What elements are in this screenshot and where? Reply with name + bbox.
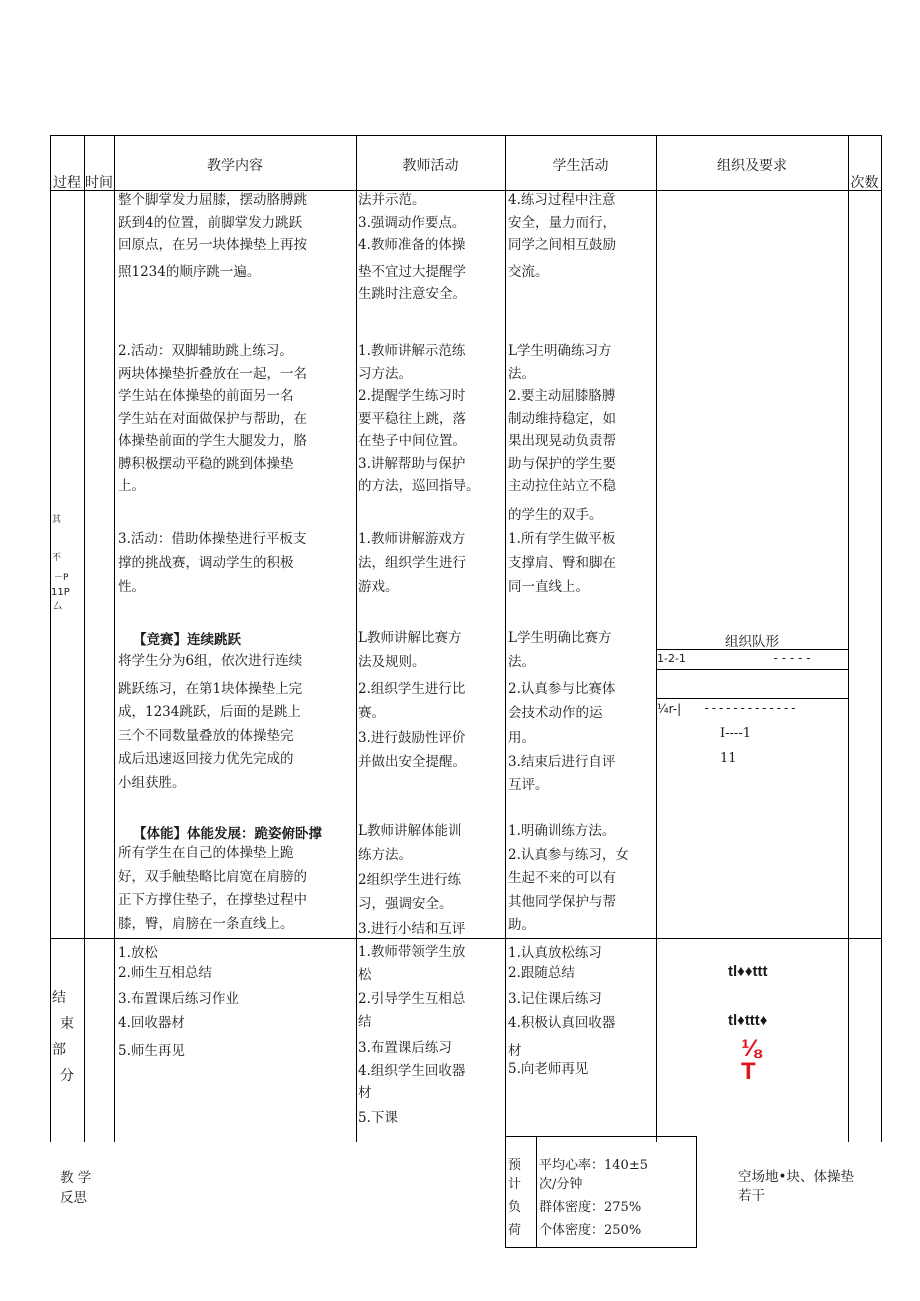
- content-block-5: [118, 842, 307, 936]
- col-border-org: [848, 135, 849, 1142]
- load-box-divider: [536, 1136, 537, 1248]
- header-count: 次数: [850, 175, 879, 191]
- text-line: 互评。: [508, 777, 549, 793]
- side-mark: 其: [52, 515, 62, 525]
- content-block-2: [118, 340, 307, 498]
- ending-red-mark-2: T: [741, 1058, 756, 1085]
- ending-formation-symbols-2: tl♦ttt♦: [728, 1012, 768, 1029]
- col-border-time: [114, 135, 115, 1142]
- text-line: L学生明确练习方: [508, 343, 612, 359]
- teacher-block-5: [358, 820, 465, 942]
- text-line: 垫不宜过大提醒学: [358, 263, 466, 280]
- col-border-teacher: [505, 135, 506, 1142]
- text-line: 2.认真参与练习，女: [508, 846, 629, 863]
- text-line: 上。: [118, 478, 145, 494]
- equipment-line: 若干: [738, 1188, 765, 1204]
- side-mark: －P: [54, 573, 69, 583]
- text-line: 助。: [508, 917, 535, 933]
- process-char: 束: [60, 1016, 74, 1032]
- text-line: L教师讲解体能训: [358, 823, 462, 839]
- ending-formation-symbols-1: tl♦♦ttt: [728, 963, 768, 980]
- text-line: 4.练习过程中注意: [508, 192, 616, 208]
- equipment-note: [738, 1168, 854, 1206]
- header-process: 过程: [53, 175, 81, 191]
- text-line: 松: [358, 966, 372, 983]
- individual-density: 个体密度：250%: [539, 1223, 642, 1238]
- student-block-4: [508, 627, 615, 798]
- text-line: 5.下课: [358, 1109, 398, 1126]
- text-line: 的方法，巡回指导。: [358, 478, 480, 494]
- text-line: 成，1234跳跃，后面的是跳上: [118, 704, 301, 720]
- text-line: 材: [358, 1085, 372, 1101]
- text-line: 2组织学生进行练: [358, 872, 462, 888]
- text-line: 主动拉住站立不稳: [508, 478, 616, 494]
- load-box-top: [505, 1136, 697, 1137]
- text-line: 两块体操垫折叠放在一起，一名: [118, 365, 307, 382]
- text-line: 法。: [508, 653, 535, 670]
- text-line: 将学生分为6组，依次进行连续: [118, 653, 303, 669]
- text-line: 2.要主动屈膝胳膊: [508, 388, 616, 404]
- ending-top-border: [50, 938, 881, 939]
- formation-row-1-left: 1-2-1: [657, 652, 686, 665]
- reflection-line: 反思: [60, 1190, 87, 1206]
- text-line: 3.强调动作要点。: [358, 214, 466, 231]
- process-char: 结: [52, 990, 66, 1006]
- text-line: 会技术动作的运: [508, 704, 603, 721]
- text-line: 3.布置课后练习作业: [118, 991, 239, 1007]
- text-line: 好，双手触垫略比肩宽在肩膀的: [118, 868, 307, 885]
- text-line: 2.引导学生互相总: [358, 991, 466, 1007]
- student-block-1: [508, 189, 616, 283]
- text-line: 学生站在体操垫的前面另一名: [118, 388, 294, 404]
- text-line: 1.教师讲解游戏方: [358, 531, 466, 547]
- text-line: 1.所有学生做平板: [508, 531, 616, 547]
- text-line: 安全，量力而行，: [508, 214, 616, 231]
- ending-content: [118, 941, 239, 1063]
- text-line: 4.教师准备的体操: [358, 237, 466, 253]
- text-line: 1.认真放松练习: [508, 945, 602, 961]
- load-label-char: 负: [508, 1200, 522, 1215]
- content-block-1: [118, 189, 307, 283]
- text-line: 2.组织学生进行比: [358, 681, 466, 697]
- text-line: 2.师生互相总结: [118, 965, 212, 981]
- text-line: 3.进行小结和互评: [358, 921, 466, 937]
- text-line: 照1234的顺序跳一遍。: [118, 263, 261, 280]
- text-line: 材: [508, 1043, 522, 1059]
- load-label: [508, 1154, 521, 1242]
- heart-rate: 平均心率：140±5: [539, 1158, 648, 1173]
- text-line: 所有学生在自己的体操垫上跪: [118, 845, 294, 861]
- org-grid-line: [656, 669, 848, 670]
- text-line: 在垫子中间位置。: [358, 433, 466, 449]
- side-mark: 厶: [53, 602, 63, 612]
- header-student: 学生活动: [552, 158, 609, 174]
- header-teacher: 教师活动: [402, 158, 459, 174]
- load-values: [539, 1154, 648, 1242]
- text-line: 5.向老师再见: [508, 1061, 589, 1077]
- text-line: 助与保护的学生要: [508, 455, 616, 472]
- content-block-4: [118, 650, 302, 795]
- student-block-2: [508, 340, 616, 526]
- text-line: 5.师生再见: [118, 1043, 185, 1059]
- text-line: 法并示范。: [358, 192, 426, 208]
- text-line: 交流。: [508, 263, 549, 280]
- process-char: 部: [52, 1042, 66, 1058]
- text-line: 生起不来的可以有: [508, 870, 616, 886]
- text-line: 2.跟随总结: [508, 965, 575, 981]
- teacher-block-3: [358, 527, 466, 599]
- ending-red-mark-1: ⅛: [741, 1035, 762, 1062]
- text-line: 支撑肩、臀和脚在: [508, 555, 616, 571]
- text-line: 同一直线上。: [508, 579, 589, 595]
- text-line: 生跳时注意安全。: [358, 286, 466, 302]
- org-grid-line: [656, 698, 848, 699]
- student-block-3: [508, 527, 616, 599]
- text-line: 3.进行鼓励性评价: [358, 730, 466, 746]
- side-mark: 11P: [51, 587, 70, 598]
- text-line: 4.回收器材: [118, 1015, 185, 1031]
- text-line: 体操垫前面的学生大腿发力，胳: [118, 433, 307, 449]
- col-border-right: [881, 135, 882, 1142]
- heart-rate-unit: 次/分钟: [539, 1177, 583, 1192]
- ending-teacher: [358, 941, 465, 1129]
- text-line: 3.讲解帮助与保护: [358, 455, 466, 472]
- text-line: 制动维持稳定，如: [508, 410, 616, 427]
- text-line: 其他同学保护与帮: [508, 893, 616, 910]
- text-line: 用。: [508, 730, 535, 746]
- reflection-line: 教 学: [60, 1170, 92, 1186]
- header-time: 时间: [85, 175, 113, 191]
- fitness-title: 【体能】体能发展：跪姿俯卧撑: [133, 826, 322, 842]
- text-line: 正下方撑住垫子，在撑垫过程中: [118, 892, 307, 908]
- reflection-label: [60, 1168, 91, 1208]
- text-line: 三个不同数量叠放的体操垫完: [118, 727, 294, 744]
- student-block-5: [508, 820, 629, 938]
- formation-row-3-right: -------------: [703, 701, 797, 715]
- text-line: 学生站在对面做保护与帮助，在: [118, 410, 307, 427]
- text-line: 法。: [508, 365, 535, 382]
- text-line: 整个脚掌发力屈膝，摆动胳膊跳: [118, 192, 307, 208]
- table-top-border: [50, 135, 881, 136]
- formation-row-4: I----1: [720, 726, 751, 741]
- text-line: 4.积极认真回收器: [508, 1015, 616, 1031]
- text-line: 游戏。: [358, 579, 399, 595]
- group-density: 群体密度：275%: [539, 1200, 642, 1215]
- text-line: 小组获胜。: [118, 774, 186, 791]
- teacher-block-1: [358, 189, 466, 306]
- text-line: 法及规则。: [358, 653, 426, 670]
- text-line: L教师讲解比赛方: [358, 630, 462, 646]
- side-mark: 不: [52, 553, 62, 563]
- competition-title: 【竞赛】连续跳跃: [133, 632, 241, 648]
- text-line: 性。: [118, 579, 145, 595]
- text-line: 3.记住课后练习: [508, 991, 602, 1007]
- text-line: 习，强调安全。: [358, 895, 453, 912]
- text-line: 回原点，在另一块体操垫上再按: [118, 237, 307, 253]
- text-line: 1.放松: [118, 945, 158, 961]
- text-line: 2.活动：双脚辅助跳上练习。: [118, 343, 293, 359]
- text-line: 并做出安全提醒。: [358, 753, 466, 770]
- col-border-process: [84, 135, 85, 1142]
- col-border-content: [356, 135, 357, 1142]
- text-line: 2.认真参与比赛体: [508, 681, 616, 697]
- text-line: 1.明确训练方法。: [508, 823, 616, 839]
- text-line: 1.教师讲解示范练: [358, 343, 466, 359]
- formation-row-5: 11: [720, 751, 737, 766]
- load-label-char: 荷: [508, 1223, 522, 1238]
- text-line: 要平稳往上跳，落: [358, 410, 466, 427]
- load-label-char: 计: [508, 1177, 522, 1192]
- text-line: 4.组织学生回收器: [358, 1062, 466, 1079]
- text-line: 跃到4的位置，前脚掌发力跳跃: [118, 214, 303, 231]
- formation-row-3-left: ¼r-|: [657, 702, 682, 716]
- header-content: 教学内容: [207, 158, 263, 174]
- text-line: 练方法。: [358, 846, 412, 863]
- text-line: 膝，臀，肩膀在一条直线上。: [118, 915, 294, 932]
- text-line: 3.结束后进行自评: [508, 753, 616, 770]
- formation-title: 组织队形: [725, 634, 779, 650]
- text-line: 跳跃练习，在第1块体操垫上完: [118, 680, 303, 697]
- text-line: 3.活动：借助体操垫进行平板支: [118, 531, 307, 547]
- ending-student: [508, 941, 615, 1081]
- col-border-left: [50, 135, 51, 1142]
- formation-row-1-right: -----: [772, 651, 814, 665]
- teacher-block-4: [358, 627, 466, 774]
- text-line: 赛。: [358, 704, 385, 721]
- load-label-char: 预: [508, 1158, 522, 1173]
- header-org: 组织及要求: [717, 158, 787, 174]
- text-line: 同学之间相互鼓励: [508, 237, 616, 253]
- text-line: 结: [358, 1013, 372, 1030]
- text-line: 1.教师带领学生放: [358, 944, 466, 960]
- content-block-3: [118, 527, 306, 599]
- text-line: L学生明确比赛方: [508, 630, 612, 646]
- text-line: 撑的挑战赛，调动学生的积极: [118, 555, 294, 571]
- text-line: 的学生的双手。: [508, 506, 603, 523]
- equipment-line: 空场地•块、体操垫: [738, 1169, 854, 1185]
- text-line: 成后迅速返回接力优先完成的: [118, 751, 294, 767]
- text-line: 膊积极摆动平稳的跳到体操垫: [118, 455, 294, 472]
- text-line: 果出现晃动负责帮: [508, 433, 616, 449]
- text-line: 3.布置课后练习: [358, 1040, 452, 1056]
- teacher-block-2: [358, 340, 480, 498]
- text-line: 习方法。: [358, 365, 412, 382]
- text-line: 2.提醒学生练习时: [358, 388, 466, 404]
- process-char: 分: [60, 1068, 74, 1084]
- ending-process-label: [52, 985, 74, 1089]
- text-line: 法，组织学生进行: [358, 555, 466, 571]
